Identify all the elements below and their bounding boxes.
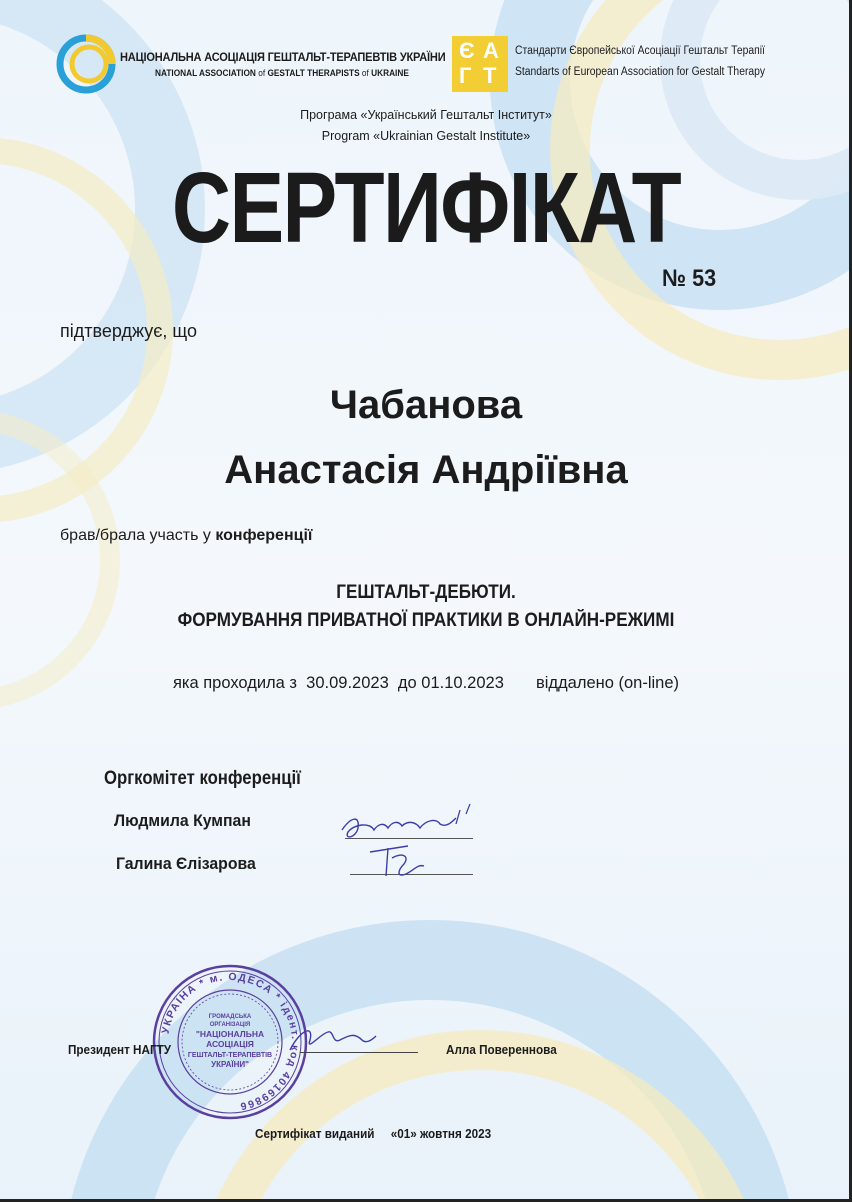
association-name-en: NATIONAL ASSOCIATION of GESTALT THERAPISTS of UKRAINE [155,68,409,78]
confirms-text: підтверджує, що [60,321,198,341]
conference-title-line1: ГЕШТАЛЬТ-ДЕБЮТИ. [336,582,516,603]
recipient-surname: Чабанова [329,383,523,427]
association-logo-icon [55,33,117,95]
president-name: Алла Поверенновa [446,1042,557,1057]
eagt-letter-2: А [483,38,499,63]
committee-member-1: Людмила Кумпан [114,811,251,830]
issue-date: Сертифікат виданий «01» жовтня 2023 [255,1126,492,1141]
president-label: Президент НАГТУ [68,1042,172,1057]
recipient-given-names: Анастасія Андріївна [224,448,628,492]
svg-text:УКРАЇНА * м. ОДЕСА * ідент. ко: УКРАЇНА * м. ОДЕСА * ідент. код 40169866 [159,970,302,1113]
svg-text:ГЕШТАЛЬТ-ТЕРАПЕВТІВ: ГЕШТАЛЬТ-ТЕРАПЕВТІВ [187,1052,273,1059]
eagt-name-ua: Стандарти Європейської Асоціації Гештальт Терапії [515,45,765,57]
certificate-title: СЕРТИФІКАТ [171,152,681,264]
conference-dates: яка проходила з 30.09.2023 до 01.10.2023 віддалено (on-line) [172,674,680,692]
svg-text:"НАЦІОНАЛЬНА: "НАЦІОНАЛЬНА [195,1029,265,1039]
committee-signatures [330,800,490,890]
svg-text:АСОЦІАЦІЯ: АСОЦІАЦІЯ [206,1039,254,1049]
eagt-name-en: Standarts of European Association for Gestalt Therapy [515,66,766,78]
conference-title-line2: ФОРМУВАННЯ ПРИВАТНОЇ ПРАКТИКИ В ОНЛАЙН-РЕЖИМІ [177,610,675,631]
certificate-number: № 53 [662,265,717,292]
svg-text:УКРАЇНИ": УКРАЇНИ" [211,1060,249,1069]
svg-text:ГРОМАДСЬКА: ГРОМАДСЬКА [208,1014,252,1020]
eagt-logo [452,36,508,92]
program-name-ua: Програма «Український Гештальт Інститут» [300,108,552,122]
svg-text:ОРГАНІЗАЦІЯ: ОРГАНІЗАЦІЯ [209,1022,251,1028]
eagt-letter-1: Є [459,38,475,63]
program-name-en: Program «Ukrainian Gestalt Institute» [321,129,531,143]
association-name-ua: НАЦІОНАЛЬНА АСОЦІАЦІЯ ГЕШТАЛЬТ-ТЕРАПЕВТІВ УКРАЇНИ [120,50,446,64]
participation-text: брав/брала участь у конференції [60,527,313,544]
president-signature-line [300,1052,418,1053]
committee-heading: Оргкомітет конференції [104,768,301,789]
president-signature [280,1010,380,1070]
eagt-letter-3: Г [459,63,472,88]
committee-member-2: Галина Єлізарова [116,854,256,873]
eagt-letter-4: Т [483,63,497,88]
